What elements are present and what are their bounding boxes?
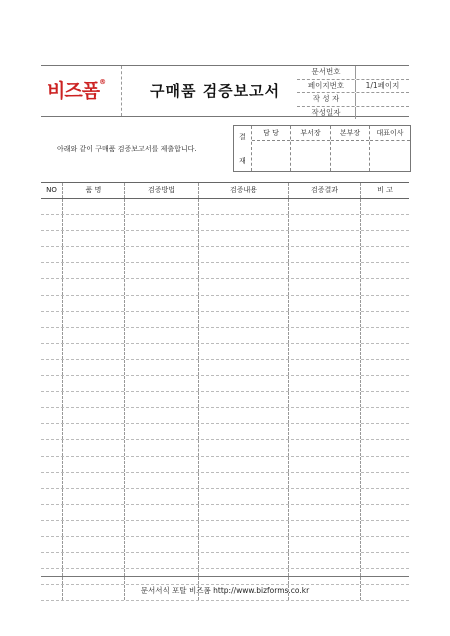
table-cell[interactable] (289, 312, 361, 327)
table-cell[interactable] (125, 457, 199, 472)
table-cell[interactable] (125, 231, 199, 246)
table-cell[interactable] (125, 328, 199, 343)
table-cell[interactable] (41, 231, 63, 246)
table-cell[interactable] (41, 521, 63, 536)
table-row (41, 553, 409, 569)
table-cell[interactable] (125, 279, 199, 294)
table-cell[interactable] (289, 440, 361, 455)
table-row (41, 328, 409, 344)
table-cell[interactable] (41, 328, 63, 343)
table-row (41, 457, 409, 473)
table-cell[interactable] (361, 505, 409, 520)
table-cell[interactable] (289, 376, 361, 391)
table-cell[interactable] (125, 247, 199, 262)
table-cell[interactable] (63, 215, 125, 230)
table-cell[interactable] (199, 328, 289, 343)
table-cell[interactable] (41, 215, 63, 230)
table-cell[interactable] (41, 424, 63, 439)
table-cell[interactable] (361, 392, 409, 407)
col-header-method: 검증방법 (125, 183, 199, 198)
table-cell[interactable] (199, 440, 289, 455)
table-cell[interactable] (63, 392, 125, 407)
col-header-remarks: 비 고 (377, 186, 393, 194)
table-cell[interactable] (125, 263, 199, 278)
table-cell[interactable] (199, 473, 289, 488)
col-header-content: 검증내용 (199, 183, 289, 198)
table-row (41, 473, 409, 489)
approval-col-label: 부서장 (291, 126, 330, 141)
meta-label: 문서번호 (297, 66, 356, 79)
registered-mark: ® (99, 77, 106, 86)
table-cell[interactable] (41, 537, 63, 552)
table-cell[interactable] (125, 424, 199, 439)
bizforms-logo (47, 76, 105, 103)
table-cell[interactable] (361, 553, 409, 568)
table-cell[interactable] (289, 296, 361, 311)
inspection-table (41, 182, 409, 601)
table-cell[interactable] (63, 279, 125, 294)
intro-text: 아래와 같이 구매품 검증보고서를 제출합니다. (57, 145, 197, 153)
footer-text: 문서서식 포탈 비즈폼 http://www.bizforms.co.kr (140, 586, 310, 595)
table-cell[interactable] (125, 440, 199, 455)
table-cell[interactable] (63, 521, 125, 536)
approval-col-dept-head[interactable] (291, 126, 331, 171)
table-cell[interactable] (289, 247, 361, 262)
table-row (41, 263, 409, 279)
table-cell[interactable] (125, 505, 199, 520)
table-cell[interactable] (361, 457, 409, 472)
table-cell[interactable] (63, 537, 125, 552)
approval-col-division-head[interactable] (331, 126, 370, 171)
table-row (41, 312, 409, 328)
table-cell[interactable] (125, 215, 199, 230)
table-cell[interactable] (41, 408, 63, 423)
approval-col-label: 대표이사 (370, 126, 410, 141)
table-row (41, 215, 409, 231)
table-cell[interactable] (41, 392, 63, 407)
table-cell[interactable] (125, 392, 199, 407)
table-cell[interactable] (361, 360, 409, 375)
meta-value[interactable] (356, 93, 409, 106)
table-cell[interactable] (63, 328, 125, 343)
table-cell[interactable] (125, 489, 199, 504)
table-cell[interactable] (199, 457, 289, 472)
table-cell[interactable] (125, 408, 199, 423)
page-title: 구매품 검증보고서 (150, 82, 281, 100)
table-cell[interactable] (289, 537, 361, 552)
meta-label: 작성일자 (297, 107, 356, 120)
approval-col-staff[interactable] (252, 126, 291, 171)
table-row (41, 199, 409, 215)
table-cell[interactable] (41, 263, 63, 278)
approval-col-ceo[interactable] (370, 126, 410, 171)
document-meta (297, 66, 409, 119)
table-cell[interactable] (289, 408, 361, 423)
table-row (41, 424, 409, 440)
table-cell[interactable] (41, 312, 63, 327)
table-row (41, 247, 409, 263)
logo-divider (121, 66, 122, 116)
table-cell[interactable] (63, 247, 125, 262)
col-header-item: 품 명 (63, 183, 125, 198)
table-cell[interactable] (63, 408, 125, 423)
table-cell[interactable] (361, 215, 409, 230)
table-cell[interactable] (199, 424, 289, 439)
table-cell[interactable] (125, 360, 199, 375)
table-cell[interactable] (199, 392, 289, 407)
table-cell[interactable] (289, 553, 361, 568)
table-cell[interactable] (125, 537, 199, 552)
meta-row-author (297, 93, 409, 107)
table-cell[interactable] (361, 263, 409, 278)
table-row (41, 376, 409, 392)
table-cell[interactable] (63, 505, 125, 520)
table-cell[interactable] (361, 344, 409, 359)
meta-value[interactable]: 1/1페이지 (365, 80, 400, 90)
meta-label: 작 성 자 (297, 93, 356, 106)
table-cell[interactable] (41, 457, 63, 472)
table-cell[interactable] (289, 473, 361, 488)
table-header (41, 182, 409, 199)
table-cell[interactable] (361, 328, 409, 343)
table-cell[interactable] (41, 360, 63, 375)
table-cell[interactable] (199, 263, 289, 278)
table-cell[interactable] (199, 521, 289, 536)
table-cell[interactable] (199, 231, 289, 246)
table-cell[interactable] (41, 247, 63, 262)
table-cell[interactable] (361, 296, 409, 311)
approval-side-label (234, 126, 252, 171)
table-cell[interactable] (63, 263, 125, 278)
table-cell[interactable] (41, 473, 63, 488)
table-cell[interactable] (41, 344, 63, 359)
approval-col-label: 담 당 (252, 126, 290, 141)
table-cell[interactable] (63, 231, 125, 246)
table-cell[interactable] (41, 199, 63, 214)
table-row (41, 392, 409, 408)
table-cell[interactable] (361, 489, 409, 504)
logo-text: 비즈폼 (47, 80, 100, 102)
table-cell[interactable] (41, 440, 63, 455)
table-cell[interactable] (63, 360, 125, 375)
table-cell[interactable] (63, 199, 125, 214)
table-cell[interactable] (361, 521, 409, 536)
table-cell[interactable] (63, 296, 125, 311)
table-cell[interactable] (63, 553, 125, 568)
table-cell[interactable] (361, 199, 409, 214)
table-cell[interactable] (361, 473, 409, 488)
table-cell[interactable] (63, 344, 125, 359)
table-cell[interactable] (361, 231, 409, 246)
table-cell[interactable] (63, 376, 125, 391)
table-cell[interactable] (125, 296, 199, 311)
table-cell[interactable] (289, 215, 361, 230)
table-row (41, 537, 409, 553)
table-cell[interactable] (199, 360, 289, 375)
table-cell[interactable] (41, 505, 63, 520)
table-cell[interactable] (289, 457, 361, 472)
table-cell[interactable] (199, 199, 289, 214)
table-row (41, 489, 409, 505)
table-cell[interactable] (199, 553, 289, 568)
table-row (41, 440, 409, 456)
table-cell[interactable] (289, 392, 361, 407)
meta-label: 페이지번호 (297, 80, 356, 93)
table-cell[interactable] (41, 279, 63, 294)
table-row (41, 360, 409, 376)
table-cell[interactable] (63, 424, 125, 439)
table-cell[interactable] (199, 312, 289, 327)
meta-value[interactable] (356, 107, 409, 120)
table-cell[interactable] (289, 424, 361, 439)
table-cell[interactable] (199, 296, 289, 311)
table-cell[interactable] (41, 376, 63, 391)
table-cell[interactable] (199, 376, 289, 391)
table-cell[interactable] (199, 247, 289, 262)
table-cell[interactable] (199, 505, 289, 520)
meta-row-doc-number (297, 66, 409, 80)
table-cell[interactable] (125, 521, 199, 536)
table-bottom-rule (41, 576, 409, 577)
approval-side-bottom: 재 (239, 157, 246, 165)
table-cell[interactable] (361, 247, 409, 262)
table-cell[interactable] (63, 457, 125, 472)
meta-row-date (297, 107, 409, 120)
col-header-no: NO (41, 183, 63, 198)
table-cell[interactable] (289, 489, 361, 504)
table-row (41, 408, 409, 424)
table-cell[interactable] (289, 328, 361, 343)
table-row (41, 296, 409, 312)
table-body (41, 199, 409, 601)
table-cell[interactable] (361, 424, 409, 439)
table-row (41, 279, 409, 295)
table-cell[interactable] (289, 360, 361, 375)
table-cell[interactable] (289, 279, 361, 294)
table-cell[interactable] (199, 537, 289, 552)
table-cell[interactable] (361, 376, 409, 391)
meta-row-page-number (297, 80, 409, 94)
table-cell[interactable] (289, 521, 361, 536)
table-cell[interactable] (361, 537, 409, 552)
table-cell[interactable] (361, 408, 409, 423)
approval-col-label: 본부장 (331, 126, 369, 141)
table-cell[interactable] (289, 344, 361, 359)
table-cell[interactable] (63, 489, 125, 504)
table-cell[interactable] (63, 473, 125, 488)
table-row (41, 521, 409, 537)
table-row (41, 231, 409, 247)
table-cell[interactable] (361, 440, 409, 455)
table-cell[interactable] (361, 312, 409, 327)
table-cell[interactable] (125, 312, 199, 327)
table-cell[interactable] (289, 231, 361, 246)
table-cell[interactable] (199, 489, 289, 504)
table-cell[interactable] (125, 199, 199, 214)
table-cell[interactable] (41, 296, 63, 311)
table-cell[interactable] (289, 199, 361, 214)
meta-value[interactable] (356, 66, 409, 79)
table-cell[interactable] (199, 215, 289, 230)
table-cell[interactable] (63, 440, 125, 455)
table-cell[interactable] (289, 505, 361, 520)
table-row (41, 344, 409, 360)
table-cell[interactable] (41, 489, 63, 504)
table-cell[interactable] (199, 279, 289, 294)
table-cell[interactable] (289, 263, 361, 278)
table-cell[interactable] (125, 344, 199, 359)
table-cell[interactable] (199, 344, 289, 359)
table-cell[interactable] (125, 473, 199, 488)
table-cell[interactable] (361, 279, 409, 294)
table-row (41, 505, 409, 521)
table-row (41, 569, 409, 585)
approval-side-top: 결 (239, 133, 246, 141)
table-cell[interactable] (41, 553, 63, 568)
col-header-result: 검증결과 (289, 183, 361, 198)
table-cell[interactable] (125, 376, 199, 391)
table-cell[interactable] (199, 408, 289, 423)
table-cell[interactable] (63, 312, 125, 327)
table-cell[interactable] (125, 553, 199, 568)
approval-box (233, 125, 411, 172)
